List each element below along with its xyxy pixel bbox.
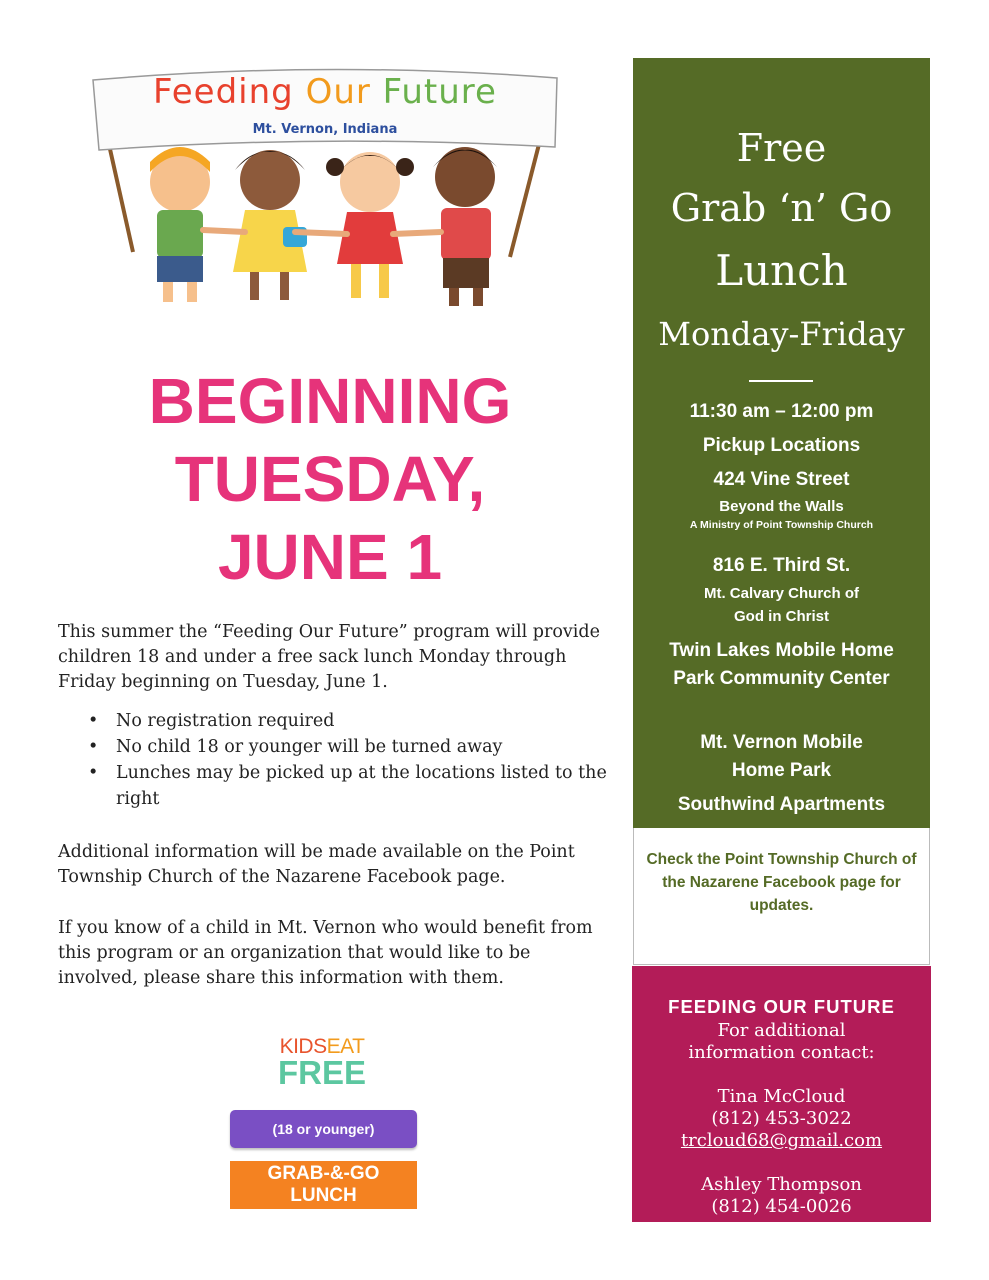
banner-title-word1: Feeding [153, 72, 294, 112]
contact-1-phone: (812) 453-3022 [711, 1108, 852, 1129]
headline-line3: JUNE 1 [217, 521, 443, 593]
bullet-icon: • [88, 737, 99, 757]
banner-subtitle: Mt. Vernon, Indiana [252, 122, 398, 137]
feeding-our-future-banner [85, 62, 565, 317]
contact-2-name: Ashley Thompson [701, 1174, 862, 1195]
grab-and-go-line2: LUNCH [290, 1185, 357, 1206]
banner-title-word2: Our [305, 72, 371, 112]
info-paragraph: Additional information will be made available on the Point Township Church of the Nazarene Facebook page. [58, 842, 575, 887]
grab-n-go-heading: Grab ‘n’ Go [670, 186, 893, 230]
days-heading: Monday-Friday [658, 315, 905, 353]
kids-eat-free-logo [276, 1035, 368, 1091]
list-item [58, 708, 608, 734]
headline [60, 362, 600, 596]
location-2-name: 816 E. Third St. [712, 555, 851, 576]
contact-1-email-link[interactable]: trcloud68@gmail.com [680, 1130, 883, 1151]
location-1-detail: Beyond the Walls [719, 498, 844, 515]
headline-line1: BEGINNING [148, 365, 512, 437]
list-item-text: No registration required [116, 711, 335, 731]
share-paragraph: If you know of a child in Mt. Vernon who would benefit from this program or an organization that would like to be involved, please share this information with them. [58, 918, 593, 988]
facebook-note-box [633, 828, 930, 965]
contact-1-name: Tina McCloud [717, 1086, 846, 1107]
contact-title: FEEDING OUR FUTURE [668, 996, 895, 1017]
contact-intro: For additional information contact: [688, 1020, 875, 1063]
lunch-heading: Lunch [715, 246, 848, 295]
location-5-name: Southwind Apartments [677, 794, 886, 815]
intro-paragraph: This summer the “Feeding Our Future” program will provide children 18 and under a free sack lunch Monday through Friday beginning on Tuesday, June 1. [58, 622, 600, 692]
contact-2-phone: (812) 454-0026 [711, 1196, 852, 1217]
list-item [58, 760, 608, 812]
grab-and-go-line1: GRAB-&-GO [267, 1163, 380, 1184]
location-1-name: 424 Vine Street [713, 469, 850, 490]
headline-line2: TUESDAY, [174, 443, 486, 515]
contact-box [632, 966, 931, 1222]
bullet-icon: • [88, 711, 99, 731]
location-3-name: Twin Lakes Mobile Home Park Community Center [669, 640, 894, 689]
pickup-locations-heading: Pickup Locations [702, 435, 861, 456]
requirements-list [58, 708, 608, 812]
location-2-detail: Mt. Calvary Church of God in Christ [703, 585, 860, 625]
grab-and-go-badge [230, 1161, 417, 1209]
age-badge: (18 or younger) [230, 1110, 417, 1148]
kids-word: KIDS [279, 1035, 327, 1058]
list-item [58, 734, 608, 760]
free-heading: Free [736, 126, 827, 170]
banner-title-word3: Future [382, 72, 497, 112]
banner-title [85, 72, 565, 112]
location-4-name: Mt. Vernon Mobile Home Park [700, 732, 863, 781]
lunch-details-panel [633, 58, 930, 828]
bullet-icon: • [88, 763, 99, 783]
facebook-note: Check the Point Township Church of the Nazarene Facebook page for updates. [646, 851, 917, 914]
list-item-text: Lunches may be picked up at the locations listed to the right [116, 763, 607, 809]
eat-word: EAT [326, 1035, 365, 1058]
location-1-sub: A Ministry of Point Township Church [689, 519, 874, 531]
pickup-time: 11:30 am – 12:00 pm [689, 401, 874, 422]
list-item-text: No child 18 or younger will be turned away [116, 737, 503, 757]
divider [749, 380, 813, 382]
free-word: FREE [277, 1054, 366, 1091]
